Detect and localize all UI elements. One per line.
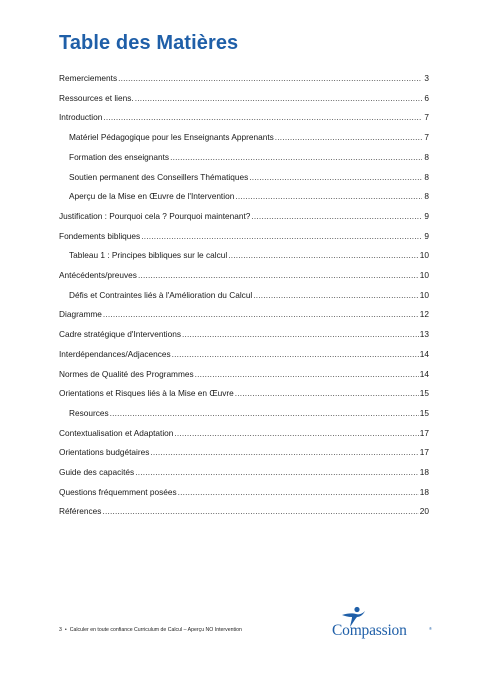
toc-entry-label: Orientations et Risques liés à la Mise en Œuvre xyxy=(59,388,234,399)
footer-document-title: Calculer en toute confiance Curriculum de Calcul – Aperçu NO Intervention xyxy=(69,627,242,633)
toc-leader-dots xyxy=(174,427,418,439)
toc-leader-dots xyxy=(275,131,422,143)
toc-entry-page: 9 xyxy=(424,230,429,241)
toc-leader-dots xyxy=(251,210,422,222)
toc-entry-label: Ressources et liens. xyxy=(59,92,134,103)
toc-leader-dots xyxy=(182,328,419,340)
toc-leader-dots xyxy=(235,190,422,202)
toc-leader-dots xyxy=(253,289,418,301)
toc-entry-page: 20 xyxy=(419,506,429,517)
toc-entry-label: Références xyxy=(59,506,102,517)
toc-entry-label: Resources xyxy=(69,407,109,418)
toc-entry-label: Cadre stratégique d'Interventions xyxy=(59,329,181,340)
toc-entry-page: 18 xyxy=(419,467,429,477)
toc-entry-page: 14 xyxy=(419,348,429,359)
toc-entry[interactable] xyxy=(59,111,429,123)
toc-entry-page: 10 xyxy=(419,270,429,280)
toc-entry-page: 9 xyxy=(424,210,429,221)
toc-entry[interactable] xyxy=(69,190,429,202)
footer xyxy=(59,627,245,633)
toc-leader-dots xyxy=(178,486,419,498)
toc-entry-label: Matériel Pédagogique pour les Enseignants Apprenants xyxy=(69,132,274,143)
logo-trademark: ® xyxy=(429,626,432,631)
toc-entry-label: Introduction xyxy=(59,112,103,123)
toc-entry-page: 8 xyxy=(424,171,429,182)
compassion-logo xyxy=(332,606,432,640)
toc-entry[interactable] xyxy=(59,446,429,458)
toc-leader-dots xyxy=(249,171,422,183)
toc-leader-dots xyxy=(102,505,418,517)
toc-entry[interactable] xyxy=(69,249,429,261)
footer-bullet: • xyxy=(64,627,67,633)
toc-entry[interactable] xyxy=(69,151,429,163)
page-title: Table des Matières xyxy=(59,32,239,54)
toc-entry-label: Aperçu de la Mise en Œuvre de l'Intervention xyxy=(69,191,235,202)
toc-entry[interactable] xyxy=(69,171,429,183)
toc-entry[interactable] xyxy=(59,92,429,104)
toc-entry-label: Formation des enseignants xyxy=(69,151,170,162)
toc-entry-page: 7 xyxy=(424,132,429,143)
toc-entry-label: Contextualisation et Adaptation xyxy=(59,427,174,438)
toc-entry-page: 10 xyxy=(419,250,429,261)
toc-leader-dots xyxy=(150,446,418,458)
toc-entry-label: Soutien permanent des Conseillers Thématiques xyxy=(69,171,249,182)
toc-entry[interactable] xyxy=(69,407,429,419)
toc-entry-page: 8 xyxy=(424,191,429,202)
toc-leader-dots xyxy=(228,249,419,261)
toc-entry-page: 3 xyxy=(424,73,429,83)
toc-entry[interactable] xyxy=(59,348,429,360)
toc-entry[interactable] xyxy=(59,387,429,399)
toc-entry[interactable] xyxy=(59,230,429,242)
toc-entry-label: Antécédents/preuves xyxy=(59,270,137,280)
toc-entry[interactable] xyxy=(59,466,429,478)
toc-leader-dots xyxy=(103,111,422,123)
toc-entry-page: 7 xyxy=(424,112,429,123)
toc-entry[interactable] xyxy=(59,269,429,281)
toc-leader-dots xyxy=(135,466,419,478)
toc-entry-page: 15 xyxy=(419,407,429,418)
toc-entry-page: 15 xyxy=(419,388,429,399)
toc-entry-label: Diagramme xyxy=(59,309,102,320)
toc-entry-page: 12 xyxy=(419,309,429,320)
footer-page-number: 3 xyxy=(59,627,62,633)
toc-entry-label: Orientations budgétaires xyxy=(59,447,150,458)
toc-entry[interactable] xyxy=(59,72,429,84)
toc-leader-dots xyxy=(110,407,419,419)
toc-entry-page: 18 xyxy=(419,486,429,497)
toc-entry[interactable] xyxy=(69,289,429,301)
toc-leader-dots xyxy=(141,230,422,242)
toc-leader-dots xyxy=(118,72,422,84)
toc-entry-label: Justification : Pourquoi cela ? Pourquoi maintenant? xyxy=(59,210,251,221)
toc-entry[interactable] xyxy=(59,427,429,439)
toc-entry[interactable] xyxy=(69,131,429,143)
toc-entry-label: Remerciements xyxy=(59,73,118,83)
toc-entry-page: 14 xyxy=(419,368,429,379)
toc-entry-label: Fondements bibliques xyxy=(59,230,141,241)
toc-entry[interactable] xyxy=(59,368,429,380)
toc-entry-label: Défis et Contraintes liés à l'Amélioration du Calcul xyxy=(69,289,253,300)
toc-leader-dots xyxy=(138,269,419,281)
toc-entry[interactable] xyxy=(59,210,429,222)
toc-entry[interactable] xyxy=(59,308,429,320)
toc-leader-dots xyxy=(170,151,422,163)
toc-entry-page: 17 xyxy=(419,447,429,458)
toc-leader-dots xyxy=(172,348,419,360)
toc-entry-label: Questions fréquemment posées xyxy=(59,486,177,497)
toc-leader-dots xyxy=(195,368,419,380)
toc-entry-label: Guide des capacités xyxy=(59,467,135,477)
toc-entry[interactable] xyxy=(59,505,429,517)
toc-entry-page: 8 xyxy=(424,151,429,162)
toc-leader-dots xyxy=(135,92,422,104)
toc-leader-dots xyxy=(103,308,419,320)
toc-entry-page: 10 xyxy=(419,289,429,300)
toc-entry[interactable] xyxy=(59,486,429,498)
toc-entry-label: Normes de Qualité des Programmes xyxy=(59,368,194,379)
logo-wordmark: Compassion xyxy=(332,622,407,639)
toc-entry-label: Interdépendances/Adjacences xyxy=(59,348,171,359)
toc-entry-page: 6 xyxy=(424,92,429,103)
toc-entry[interactable] xyxy=(59,328,429,340)
toc-leader-dots xyxy=(235,387,419,399)
toc-entry-page: 17 xyxy=(419,427,429,438)
toc-entry-label: Tableau 1 : Principes bibliques sur le calcul xyxy=(69,250,228,261)
toc-entry-page: 13 xyxy=(419,329,429,340)
